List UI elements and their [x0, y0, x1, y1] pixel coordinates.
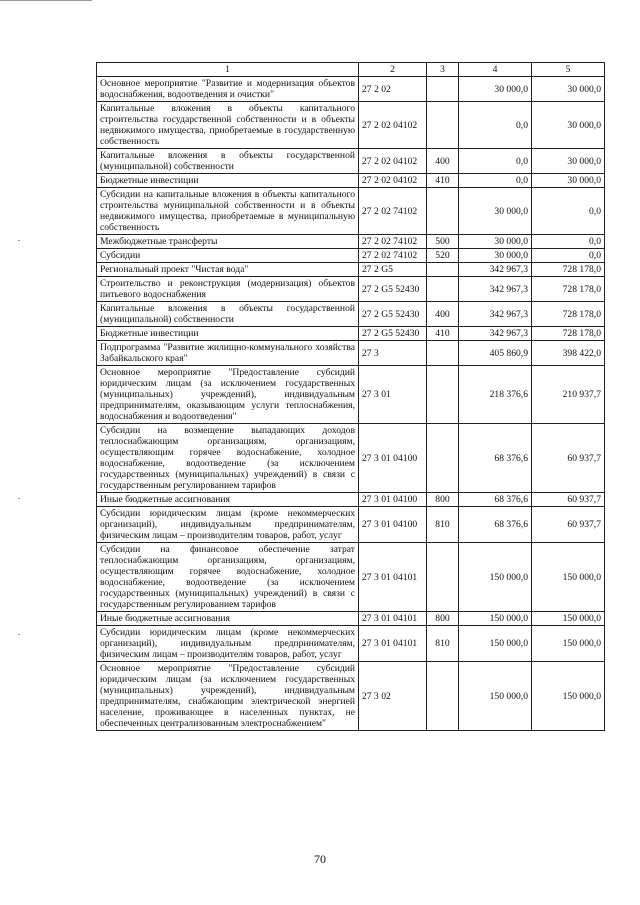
row-amount-year2: 30 000,0: [532, 77, 605, 102]
row-amount-year1: 342 967,3: [459, 327, 532, 341]
row-vr: [427, 543, 459, 612]
row-code: 27 3 01 04101: [359, 543, 427, 612]
table-row: [97, 612, 605, 626]
table-row: [97, 235, 605, 249]
row-name: Иные бюджетные ассигнования: [97, 612, 359, 626]
scan-side-mark: [18, 634, 20, 635]
table-row: [97, 626, 605, 662]
table-row: [97, 174, 605, 188]
row-code: 27 3 01 04100: [359, 493, 427, 507]
row-amount-year2: 210 937,7: [532, 366, 605, 424]
row-amount-year2: 398 422,0: [532, 341, 605, 366]
row-amount-year1: 150 000,0: [459, 662, 532, 731]
row-amount-year1: 150 000,0: [459, 626, 532, 662]
table-row: [97, 543, 605, 612]
row-code: 27 2 02 04102: [359, 102, 427, 149]
row-name: Основное мероприятие "Предоставление субсидий юридическим лицам (за исключением государственных (муниципальных) учреждений), индивидуальным предпринимателям, снабжающим электрической энергией население, проживающее в населенных пунктах, не обеспеченных централизованным электроснабжением": [97, 662, 359, 731]
row-amount-year2: 0,0: [532, 188, 605, 235]
row-amount-year2: 60 937,7: [532, 507, 605, 543]
row-code: 27 2 G5 52430: [359, 302, 427, 327]
table-row: [97, 493, 605, 507]
row-name: Межбюджетные трансферты: [97, 235, 359, 249]
row-amount-year1: 342 967,3: [459, 277, 532, 302]
row-name: Основное мероприятие "Развитие и модернизация объектов водоснабжения, водоотведения и очистки": [97, 77, 359, 102]
row-amount-year2: 30 000,0: [532, 174, 605, 188]
row-name: Капитальные вложения в объекты капитального строительства государственной собственности и в объекты недвижимого имущества, приобретаемые в государственную собственность: [97, 102, 359, 149]
row-vr: 810: [427, 507, 459, 543]
row-code: 27 3 01 04101: [359, 612, 427, 626]
row-name: Бюджетные инвестиции: [97, 327, 359, 341]
row-amount-year1: 68 376,6: [459, 493, 532, 507]
table-row: [97, 662, 605, 731]
row-code: 27 2 G5 52430: [359, 277, 427, 302]
row-name: Подпрограмма "Развитие жилищно-коммунального хозяйства Забайкальского края": [97, 341, 359, 366]
row-code: 27 3 01 04100: [359, 507, 427, 543]
table-row: [97, 249, 605, 263]
row-code: 27 2 02 74102: [359, 188, 427, 235]
row-name: Строительство и реконструкция (модернизация) объектов питьевого водоснабжения: [97, 277, 359, 302]
row-amount-year1: 342 967,3: [459, 302, 532, 327]
table-row: [97, 263, 605, 277]
row-code: 27 2 02 74102: [359, 249, 427, 263]
row-name: Капитальные вложения в объекты государственной (муниципальной) собственности: [97, 302, 359, 327]
table-row: [97, 188, 605, 235]
row-code: 27 3 01 04100: [359, 424, 427, 493]
row-amount-year2: 30 000,0: [532, 102, 605, 149]
row-amount-year1: 0,0: [459, 174, 532, 188]
row-amount-year1: 218 376,6: [459, 366, 532, 424]
row-amount-year2: 0,0: [532, 249, 605, 263]
row-vr: 800: [427, 612, 459, 626]
row-code: 27 3: [359, 341, 427, 366]
table-row: [97, 302, 605, 327]
row-amount-year1: 150 000,0: [459, 543, 532, 612]
row-code: 27 3 01 04101: [359, 626, 427, 662]
row-vr: [427, 188, 459, 235]
header-col-name: 1: [97, 63, 359, 77]
row-vr: [427, 662, 459, 731]
row-name: Капитальные вложения в объекты государственной (муниципальной) собственности: [97, 149, 359, 174]
row-name: Субсидии на финансовое обеспечение затрат теплоснабжающим организациям, организациям, осуществляющим горячее водоснабжение, холодное водоснабжение, водоотведение (за исключением государственных (муниципальных) учреждений) в связи с государственным регулированием тарифов: [97, 543, 359, 612]
row-amount-year2: 150 000,0: [532, 612, 605, 626]
row-amount-year2: 150 000,0: [532, 662, 605, 731]
row-amount-year1: 68 376,6: [459, 507, 532, 543]
header-col-vr: 3: [427, 63, 459, 77]
header-row: [97, 63, 605, 77]
table-row: [97, 77, 605, 102]
row-amount-year1: 30 000,0: [459, 249, 532, 263]
row-amount-year1: 30 000,0: [459, 235, 532, 249]
row-code: 27 2 02 74102: [359, 235, 427, 249]
row-vr: 410: [427, 327, 459, 341]
row-amount-year1: 342 967,3: [459, 263, 532, 277]
row-amount-year2: 728 178,0: [532, 327, 605, 341]
budget-table: [96, 62, 605, 731]
row-amount-year2: 60 937,7: [532, 493, 605, 507]
row-code: 27 2 G5: [359, 263, 427, 277]
row-vr: [427, 341, 459, 366]
header-col-code: 2: [359, 63, 427, 77]
row-amount-year1: 30 000,0: [459, 188, 532, 235]
row-name: Субсидии юридическим лицам (кроме некоммерческих организаций), индивидуальным предпринимателям, физическим лицам – производителям товаров, работ, услуг: [97, 507, 359, 543]
row-vr: 400: [427, 149, 459, 174]
row-code: 27 2 02: [359, 77, 427, 102]
table-row: [97, 102, 605, 149]
scan-side-mark: [18, 498, 20, 499]
table-row: [97, 366, 605, 424]
table-row: [97, 424, 605, 493]
row-amount-year1: 68 376,6: [459, 424, 532, 493]
row-name: Субсидии: [97, 249, 359, 263]
row-amount-year1: 0,0: [459, 149, 532, 174]
table-row: [97, 507, 605, 543]
row-name: Субсидии юридическим лицам (кроме некоммерческих организаций), индивидуальным предпринимателям, физическим лицам – производителям товаров, работ, услуг: [97, 626, 359, 662]
page-number: 70: [314, 852, 326, 866]
row-code: 27 3 02: [359, 662, 427, 731]
row-vr: 810: [427, 626, 459, 662]
row-name: Субсидии на капитальные вложения в объекты капитального строительства муниципальной собственности и в объекты недвижимого имущества, приобретаемые в муниципальную собственность: [97, 188, 359, 235]
scan-edge-mark: [0, 0, 92, 1]
row-vr: [427, 263, 459, 277]
row-amount-year2: 150 000,0: [532, 626, 605, 662]
row-name: Основное мероприятие "Предоставление субсидий юридическим лицам (за исключением государственных (муниципальных) учреждений), индивидуальным предпринимателям, оказывающим услуги теплоснабжения, водоснабжения и водоотведения": [97, 366, 359, 424]
row-amount-year1: 30 000,0: [459, 77, 532, 102]
table-row: [97, 149, 605, 174]
row-vr: [427, 277, 459, 302]
row-amount-year2: 30 000,0: [532, 149, 605, 174]
table-row: [97, 277, 605, 302]
row-vr: [427, 77, 459, 102]
row-amount-year2: 728 178,0: [532, 277, 605, 302]
row-vr: [427, 424, 459, 493]
row-vr: [427, 366, 459, 424]
row-vr: 500: [427, 235, 459, 249]
row-code: 27 3 01: [359, 366, 427, 424]
row-name: Бюджетные инвестиции: [97, 174, 359, 188]
row-name: Иные бюджетные ассигнования: [97, 493, 359, 507]
row-amount-year2: 728 178,0: [532, 302, 605, 327]
row-amount-year2: 60 937,7: [532, 424, 605, 493]
row-vr: 800: [427, 493, 459, 507]
row-amount-year1: 0,0: [459, 102, 532, 149]
row-amount-year2: 0,0: [532, 235, 605, 249]
row-vr: 520: [427, 249, 459, 263]
table-row: [97, 341, 605, 366]
row-name: Региональный проект "Чистая вода": [97, 263, 359, 277]
row-vr: 400: [427, 302, 459, 327]
table-row: [97, 327, 605, 341]
row-vr: [427, 102, 459, 149]
row-amount-year2: 150 000,0: [532, 543, 605, 612]
row-code: 27 2 G5 52430: [359, 327, 427, 341]
row-amount-year2: 728 178,0: [532, 263, 605, 277]
row-vr: 410: [427, 174, 459, 188]
scan-side-mark: [18, 240, 20, 241]
row-name: Субсидии на возмещение выпадающих доходов теплоснабжающим организациям, организациям, осуществляющим горячее водоснабжение, холодное водоснабжение, водоотведение (за исключением государственных (муниципальных) учреждений) в связи с государственным регулированием тарифов: [97, 424, 359, 493]
row-code: 27 2 02 04102: [359, 149, 427, 174]
header-col-year2: 5: [532, 63, 605, 77]
row-amount-year1: 405 860,9: [459, 341, 532, 366]
header-col-year1: 4: [459, 63, 532, 77]
row-amount-year1: 150 000,0: [459, 612, 532, 626]
row-code: 27 2 02 04102: [359, 174, 427, 188]
